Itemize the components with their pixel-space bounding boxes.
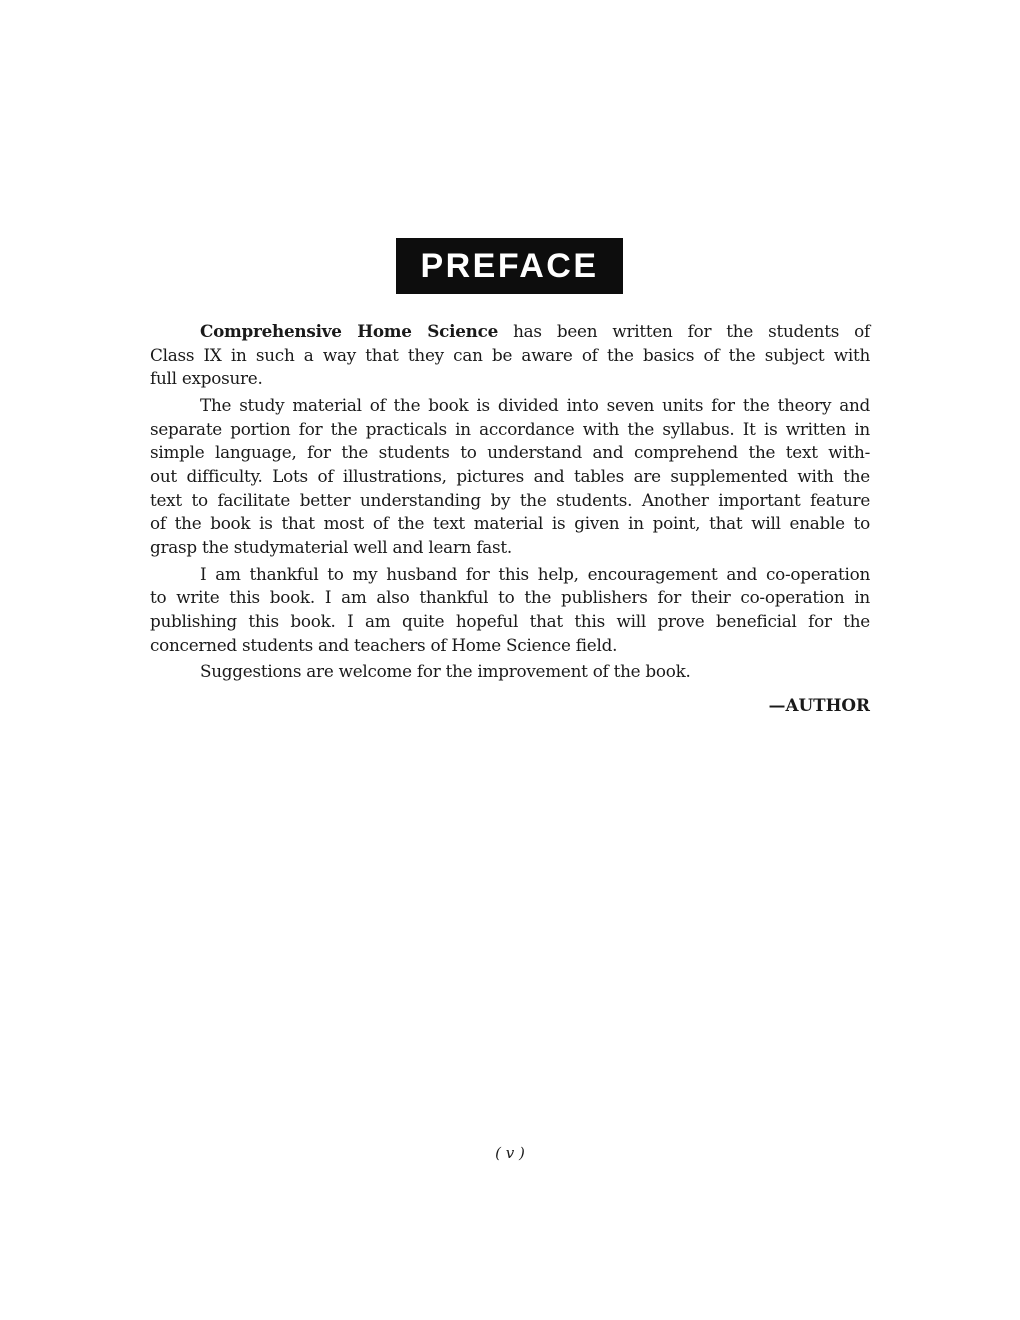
book-title: Comprehensive Home Science (200, 321, 499, 341)
preface-body (150, 320, 870, 687)
paragraph-3 (150, 563, 870, 657)
paragraph-4 (150, 660, 870, 684)
text-line: simple language, for the students to understand and comprehend the text with- (150, 442, 870, 463)
author-signature: —AUTHOR (768, 695, 870, 715)
text-line: concerned students and teachers of Home Science field. (150, 634, 618, 655)
paragraph-1 (150, 320, 870, 391)
text-line: I am thankful to my husband for this help, encouragement and co-operation (200, 563, 870, 584)
text-line: grasp the studymaterial well and learn fast. (150, 536, 512, 557)
paragraph-2 (150, 394, 870, 559)
text-line (150, 320, 870, 344)
preface-title-box (396, 238, 623, 294)
text-line: separate portion for the practicals in accordance with the syllabus. It is written in (150, 418, 870, 439)
text-line: of the book is that most of the text material is given in point, that will enable to (150, 513, 870, 534)
text-line: publishing this book. I am quite hopeful that this will prove beneficial for the (150, 610, 870, 631)
page-title: PREFACE (420, 246, 599, 285)
text-line: The study material of the book is divided into seven units for the theory and (200, 395, 870, 416)
text-line: full exposure. (150, 368, 263, 389)
text-line: out difficulty. Lots of illustrations, pictures and tables are supplemented with the (150, 465, 870, 486)
page-number: ( v ) (495, 1144, 525, 1162)
text-line: text to facilitate better understanding by the students. Another important feature (150, 489, 870, 510)
text-line: Suggestions are welcome for the improvement of the book. (200, 661, 691, 682)
text-line: to write this book. I am also thankful to the publishers for their co-operation in (150, 587, 870, 608)
text-span: has been written for the students of (498, 321, 870, 341)
text-line: Class IX in such a way that they can be aware of the basics of the subject with (150, 344, 870, 365)
